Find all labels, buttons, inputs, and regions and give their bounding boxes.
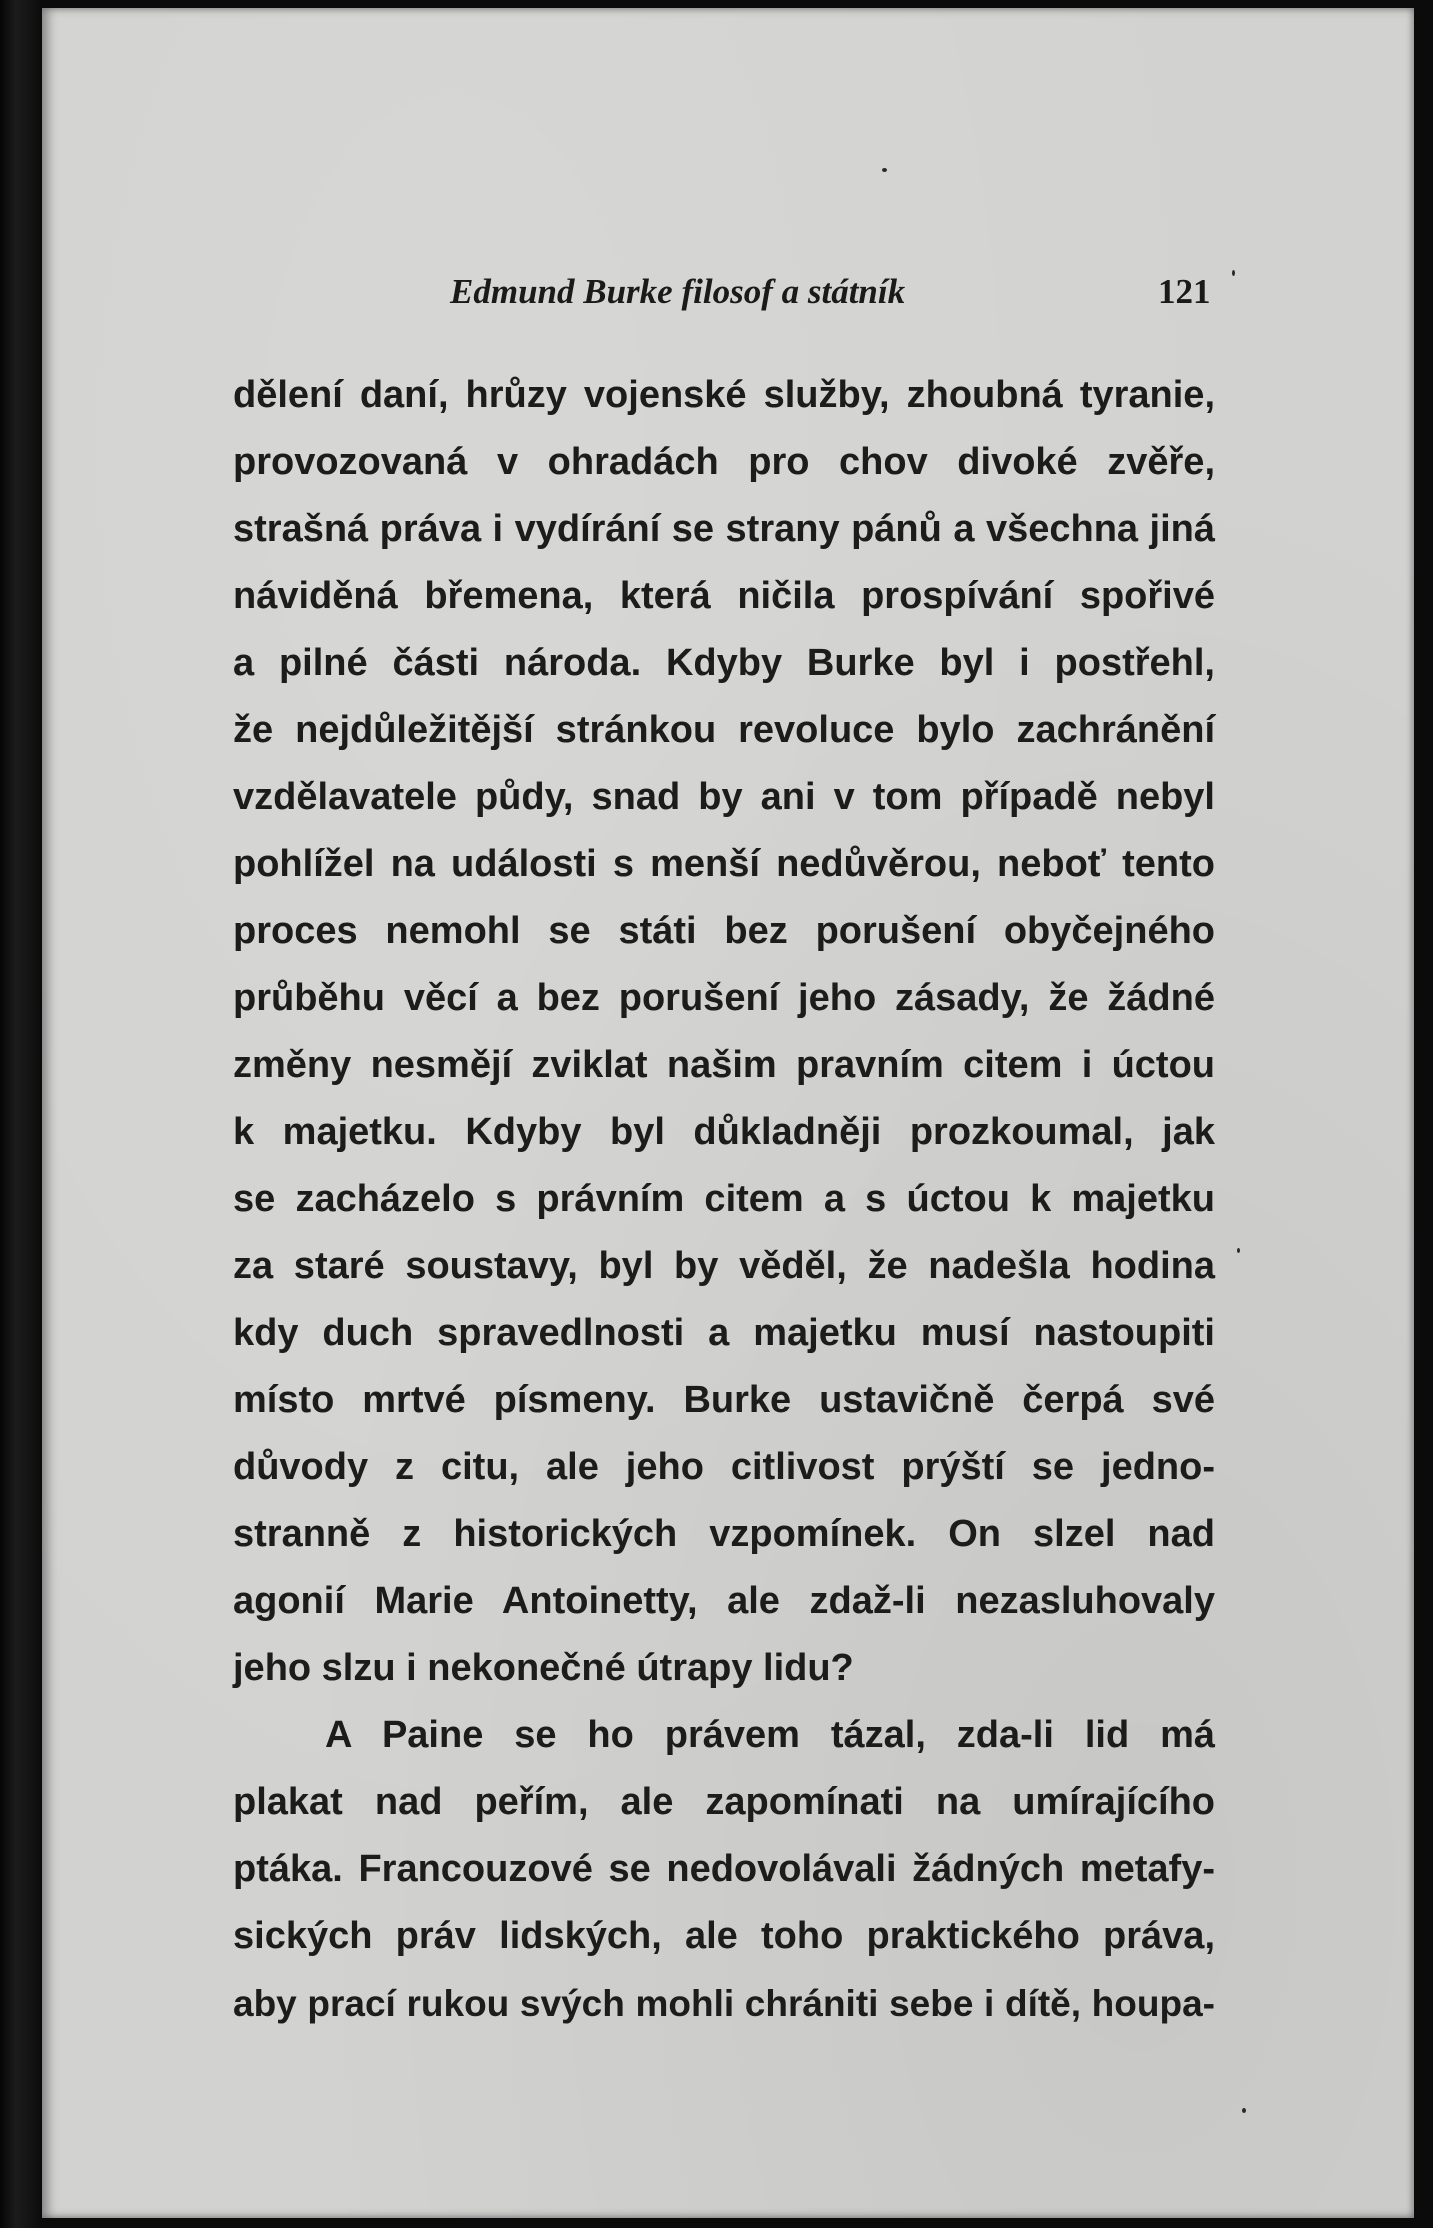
text-line: sických práv lidských, ale toho praktického práva, <box>233 1915 1215 1957</box>
text-line: vzdělavatele půdy, snad by ani v tom případě nebyl <box>233 776 1215 818</box>
paragraph-2 <box>233 1702 1215 2037</box>
text-line: za staré soustavy, byl by věděl, že nadešla hodina <box>233 1245 1215 1287</box>
text-line: jeho slzu i nekonečné útrapy lidu? <box>233 1647 854 1689</box>
text-line: změny nesmějí zviklat našim pravním citem i úctou <box>233 1044 1215 1086</box>
page-number: 121 <box>1158 272 1211 311</box>
paragraph-1 <box>233 362 1215 1702</box>
text-line: k majetku. Kdyby byl důkladněji prozkoumal, jak <box>233 1111 1215 1153</box>
text-line: místo mrtvé písmeny. Burke ustavičně čerpá své <box>233 1379 1215 1421</box>
text-line: strašná práva i vydírání se strany pánů a všechna jiná <box>233 508 1215 550</box>
book-spine-edge <box>0 0 40 2228</box>
body-text <box>233 362 1215 2037</box>
text-line: A Paine se ho právem tázal, zda-li lid má <box>325 1714 1215 1756</box>
text-line: náviděná břemena, která ničila prospívání spořivé <box>233 575 1215 617</box>
text-line: provozovaná v ohradách pro chov divoké zvěře, <box>233 441 1215 483</box>
text-line: průběhu věcí a bez porušení jeho zásady, že žádné <box>233 977 1215 1019</box>
scan-speck <box>1232 270 1235 276</box>
text-line: důvody z citu, ale jeho citlivost prýští se jedno- <box>233 1446 1215 1488</box>
text-line: agonií Marie Antoinetty, ale zdaž-li nezasluhovaly <box>233 1580 1215 1622</box>
text-line: že nejdůležitější stránkou revoluce bylo zachránění <box>233 709 1215 751</box>
text-line: plakat nad peřím, ale zapomínati na umírajícího <box>233 1781 1215 1823</box>
running-head-title: Edmund Burke filosof a státník <box>450 272 906 311</box>
text-line: ptáka. Francouzové se nedovolávali žádných metafy- <box>233 1848 1215 1890</box>
scan-speck <box>1242 2108 1246 2113</box>
scan-speck <box>882 168 887 172</box>
text-line: pohlížel na události s menší nedůvěrou, neboť tento <box>233 843 1215 885</box>
text-line: aby prací rukou svých mohli chrániti sebe i dítě, houpa- <box>233 1983 1215 2024</box>
text-line: kdy duch spravedlnosti a majetku musí nastoupiti <box>233 1312 1215 1354</box>
text-line: dělení daní, hrůzy vojenské služby, zhoubná tyranie, <box>233 374 1215 416</box>
scan-speck <box>1237 1248 1240 1253</box>
text-line: se zacházelo s právním citem a s úctou k majetku <box>233 1178 1215 1220</box>
text-line: a pilné části národa. Kdyby Burke byl i postřehl, <box>233 642 1215 684</box>
text-line: proces nemohl se státi bez porušení obyčejného <box>233 910 1215 952</box>
text-line: stranně z historických vzpomínek. On slzel nad <box>233 1513 1215 1555</box>
